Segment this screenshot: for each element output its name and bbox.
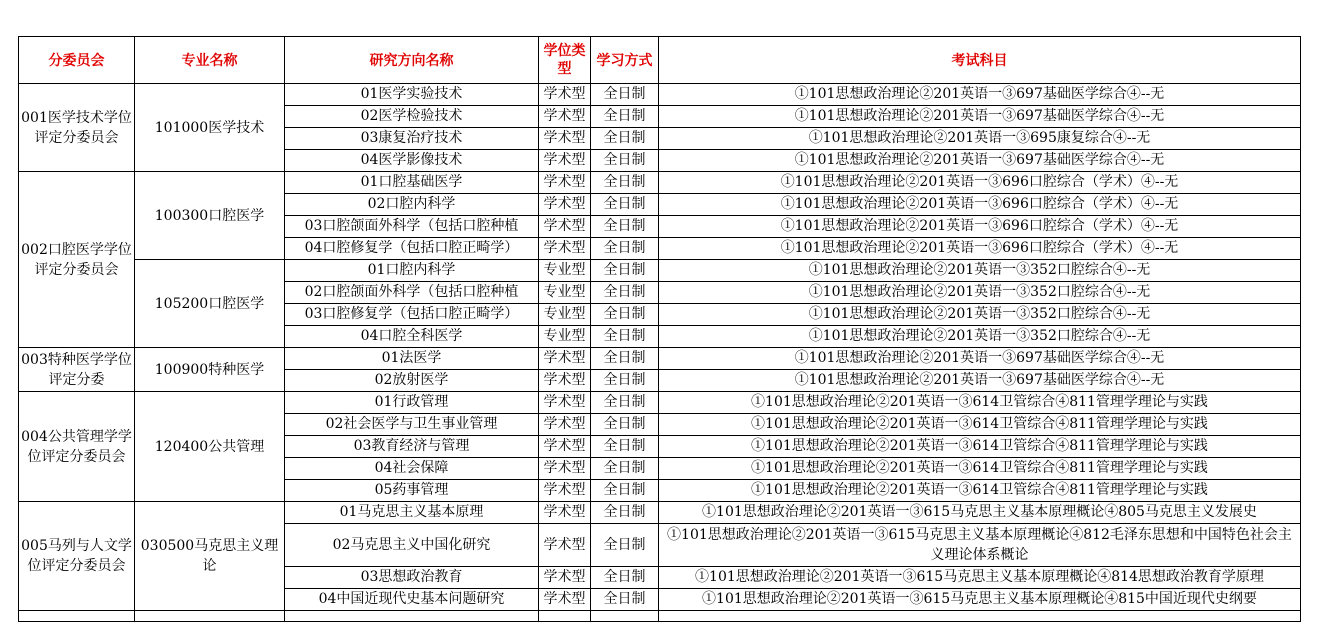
degree-type-cell: 学术型: [539, 458, 591, 480]
study-mode-cell: 全日制: [591, 216, 659, 238]
direction-cell: 02放射医学: [285, 370, 539, 392]
study-mode-cell: 全日制: [591, 414, 659, 436]
committee-cell: 001医学技术学位评定分委员会: [19, 84, 135, 172]
exam-cell: ①101思想政治理论②201英语一③614卫管综合④811管理学理论与实践: [659, 392, 1301, 414]
direction-cell: 03教育经济与管理: [285, 436, 539, 458]
study-mode-cell: 全日制: [591, 238, 659, 260]
study-mode-cell: 全日制: [591, 194, 659, 216]
header-row: [19, 37, 1301, 84]
committee-cell: 004公共管理学学位评定分委员会: [19, 392, 135, 502]
major-cell: 100300口腔医学: [135, 172, 285, 260]
degree-type-cell: 专业型: [539, 260, 591, 282]
exam-cell: ①101思想政治理论②201英语一③615马克思主义基本原理概论④812毛泽东思想和中国特色社会主义理论体系概论: [659, 524, 1301, 567]
study-mode-cell: 全日制: [591, 392, 659, 414]
direction-cell: 01医学实验技术: [285, 84, 539, 106]
header-committee: 分委员会: [19, 37, 135, 84]
exam-cell: ①101思想政治理论②201英语一③615马克思主义基本原理概论④815中国近现代史纲要: [659, 589, 1301, 611]
header-study-mode: 学习方式: [591, 37, 659, 84]
direction-cell: 03口腔颌面外科学（包括口腔种植: [285, 216, 539, 238]
empty-cell: [285, 611, 539, 622]
admission-table-wrapper: [18, 36, 1300, 622]
header-exam: 考试科目: [659, 37, 1301, 84]
direction-cell: 03思想政治教育: [285, 567, 539, 589]
exam-cell: ①101思想政治理论②201英语一③352口腔综合④--无: [659, 304, 1301, 326]
committee-cell: 002口腔医学学位评定分委员会: [19, 172, 135, 348]
degree-type-cell: 学术型: [539, 524, 591, 567]
study-mode-cell: 全日制: [591, 282, 659, 304]
degree-type-cell: 学术型: [539, 106, 591, 128]
committee-cell: 005马列与人文学位评定分委员会: [19, 502, 135, 611]
degree-type-cell: 学术型: [539, 84, 591, 106]
direction-cell: 04口腔修复学（包括口腔正畸学）: [285, 238, 539, 260]
empty-cell: [591, 611, 659, 622]
exam-cell: ①101思想政治理论②201英语一③697基础医学综合④--无: [659, 150, 1301, 172]
exam-cell: ①101思想政治理论②201英语一③695康复综合④--无: [659, 128, 1301, 150]
study-mode-cell: 全日制: [591, 172, 659, 194]
study-mode-cell: 全日制: [591, 260, 659, 282]
major-cell: 100900特种医学: [135, 348, 285, 392]
degree-type-cell: 学术型: [539, 436, 591, 458]
exam-cell: ①101思想政治理论②201英语一③615马克思主义基本原理概论④814思想政治教育学原理: [659, 567, 1301, 589]
exam-cell: ①101思想政治理论②201英语一③352口腔综合④--无: [659, 326, 1301, 348]
exam-cell: ①101思想政治理论②201英语一③697基础医学综合④--无: [659, 106, 1301, 128]
degree-type-cell: 学术型: [539, 370, 591, 392]
degree-type-cell: 学术型: [539, 480, 591, 502]
exam-cell: ①101思想政治理论②201英语一③697基础医学综合④--无: [659, 348, 1301, 370]
degree-type-cell: 学术型: [539, 128, 591, 150]
degree-type-cell: 学术型: [539, 172, 591, 194]
table-row: [19, 502, 1301, 524]
header-direction: 研究方向名称: [285, 37, 539, 84]
direction-cell: 01口腔内科学: [285, 260, 539, 282]
direction-cell: 03康复治疗技术: [285, 128, 539, 150]
degree-type-cell: 学术型: [539, 194, 591, 216]
direction-cell: 04口腔全科医学: [285, 326, 539, 348]
degree-type-cell: 学术型: [539, 392, 591, 414]
degree-type-cell: 学术型: [539, 414, 591, 436]
study-mode-cell: 全日制: [591, 150, 659, 172]
empty-cell: [135, 611, 285, 622]
table-row: [19, 348, 1301, 370]
direction-cell: 01行政管理: [285, 392, 539, 414]
major-cell: 105200口腔医学: [135, 260, 285, 348]
degree-type-cell: 专业型: [539, 282, 591, 304]
major-cell: 030500马克思主义理论: [135, 502, 285, 611]
study-mode-cell: 全日制: [591, 370, 659, 392]
exam-cell: ①101思想政治理论②201英语一③696口腔综合（学术）④--无: [659, 216, 1301, 238]
direction-cell: 03口腔修复学（包括口腔正畸学）: [285, 304, 539, 326]
study-mode-cell: 全日制: [591, 348, 659, 370]
study-mode-cell: 全日制: [591, 84, 659, 106]
header-major: 专业名称: [135, 37, 285, 84]
table-row: [19, 260, 1301, 282]
direction-cell: 05药事管理: [285, 480, 539, 502]
degree-type-cell: 学术型: [539, 348, 591, 370]
committee-cell: 003特种医学学位评定分委: [19, 348, 135, 392]
direction-cell: 04医学影像技术: [285, 150, 539, 172]
study-mode-cell: 全日制: [591, 326, 659, 348]
empty-cell: [539, 611, 591, 622]
degree-type-cell: 学术型: [539, 238, 591, 260]
exam-cell: ①101思想政治理论②201英语一③614卫管综合④811管理学理论与实践: [659, 414, 1301, 436]
degree-type-cell: 学术型: [539, 216, 591, 238]
admission-table: [18, 36, 1301, 622]
study-mode-cell: 全日制: [591, 304, 659, 326]
study-mode-cell: 全日制: [591, 128, 659, 150]
exam-cell: ①101思想政治理论②201英语一③352口腔综合④--无: [659, 282, 1301, 304]
study-mode-cell: 全日制: [591, 106, 659, 128]
major-cell: 101000医学技术: [135, 84, 285, 172]
study-mode-cell: 全日制: [591, 436, 659, 458]
table-row: [19, 172, 1301, 194]
direction-cell: 01法医学: [285, 348, 539, 370]
exam-cell: ①101思想政治理论②201英语一③696口腔综合（学术）④--无: [659, 194, 1301, 216]
direction-cell: 02社会医学与卫生事业管理: [285, 414, 539, 436]
direction-cell: 02医学检验技术: [285, 106, 539, 128]
table-row-cutoff: [19, 611, 1301, 622]
empty-cell: [19, 611, 135, 622]
degree-type-cell: 学术型: [539, 567, 591, 589]
study-mode-cell: 全日制: [591, 589, 659, 611]
degree-type-cell: 学术型: [539, 502, 591, 524]
study-mode-cell: 全日制: [591, 458, 659, 480]
degree-type-cell: 学术型: [539, 589, 591, 611]
degree-type-cell: 学术型: [539, 150, 591, 172]
degree-type-cell: 专业型: [539, 304, 591, 326]
direction-cell: 01口腔基础医学: [285, 172, 539, 194]
study-mode-cell: 全日制: [591, 524, 659, 567]
major-cell: 120400公共管理: [135, 392, 285, 502]
study-mode-cell: 全日制: [591, 567, 659, 589]
exam-cell: ①101思想政治理论②201英语一③614卫管综合④811管理学理论与实践: [659, 480, 1301, 502]
table-row: [19, 84, 1301, 106]
direction-cell: 01马克思主义基本原理: [285, 502, 539, 524]
study-mode-cell: 全日制: [591, 480, 659, 502]
header-degree-type: 学位类型: [539, 37, 591, 84]
exam-cell: ①101思想政治理论②201英语一③697基础医学综合④--无: [659, 84, 1301, 106]
direction-cell: 02口腔颌面外科学（包括口腔种植: [285, 282, 539, 304]
direction-cell: 02口腔内科学: [285, 194, 539, 216]
exam-cell: ①101思想政治理论②201英语一③697基础医学综合④--无: [659, 370, 1301, 392]
direction-cell: 04社会保障: [285, 458, 539, 480]
table-row: [19, 392, 1301, 414]
exam-cell: ①101思想政治理论②201英语一③696口腔综合（学术）④--无: [659, 172, 1301, 194]
exam-cell: ①101思想政治理论②201英语一③696口腔综合（学术）④--无: [659, 238, 1301, 260]
exam-cell: ①101思想政治理论②201英语一③614卫管综合④811管理学理论与实践: [659, 458, 1301, 480]
exam-cell: ①101思想政治理论②201英语一③614卫管综合④811管理学理论与实践: [659, 436, 1301, 458]
direction-cell: 02马克思主义中国化研究: [285, 524, 539, 567]
direction-cell: 04中国近现代史基本问题研究: [285, 589, 539, 611]
exam-cell: ①101思想政治理论②201英语一③615马克思主义基本原理概论④805马克思主义发展史: [659, 502, 1301, 524]
empty-cell: [659, 611, 1301, 622]
exam-cell: ①101思想政治理论②201英语一③352口腔综合④--无: [659, 260, 1301, 282]
degree-type-cell: 专业型: [539, 326, 591, 348]
study-mode-cell: 全日制: [591, 502, 659, 524]
